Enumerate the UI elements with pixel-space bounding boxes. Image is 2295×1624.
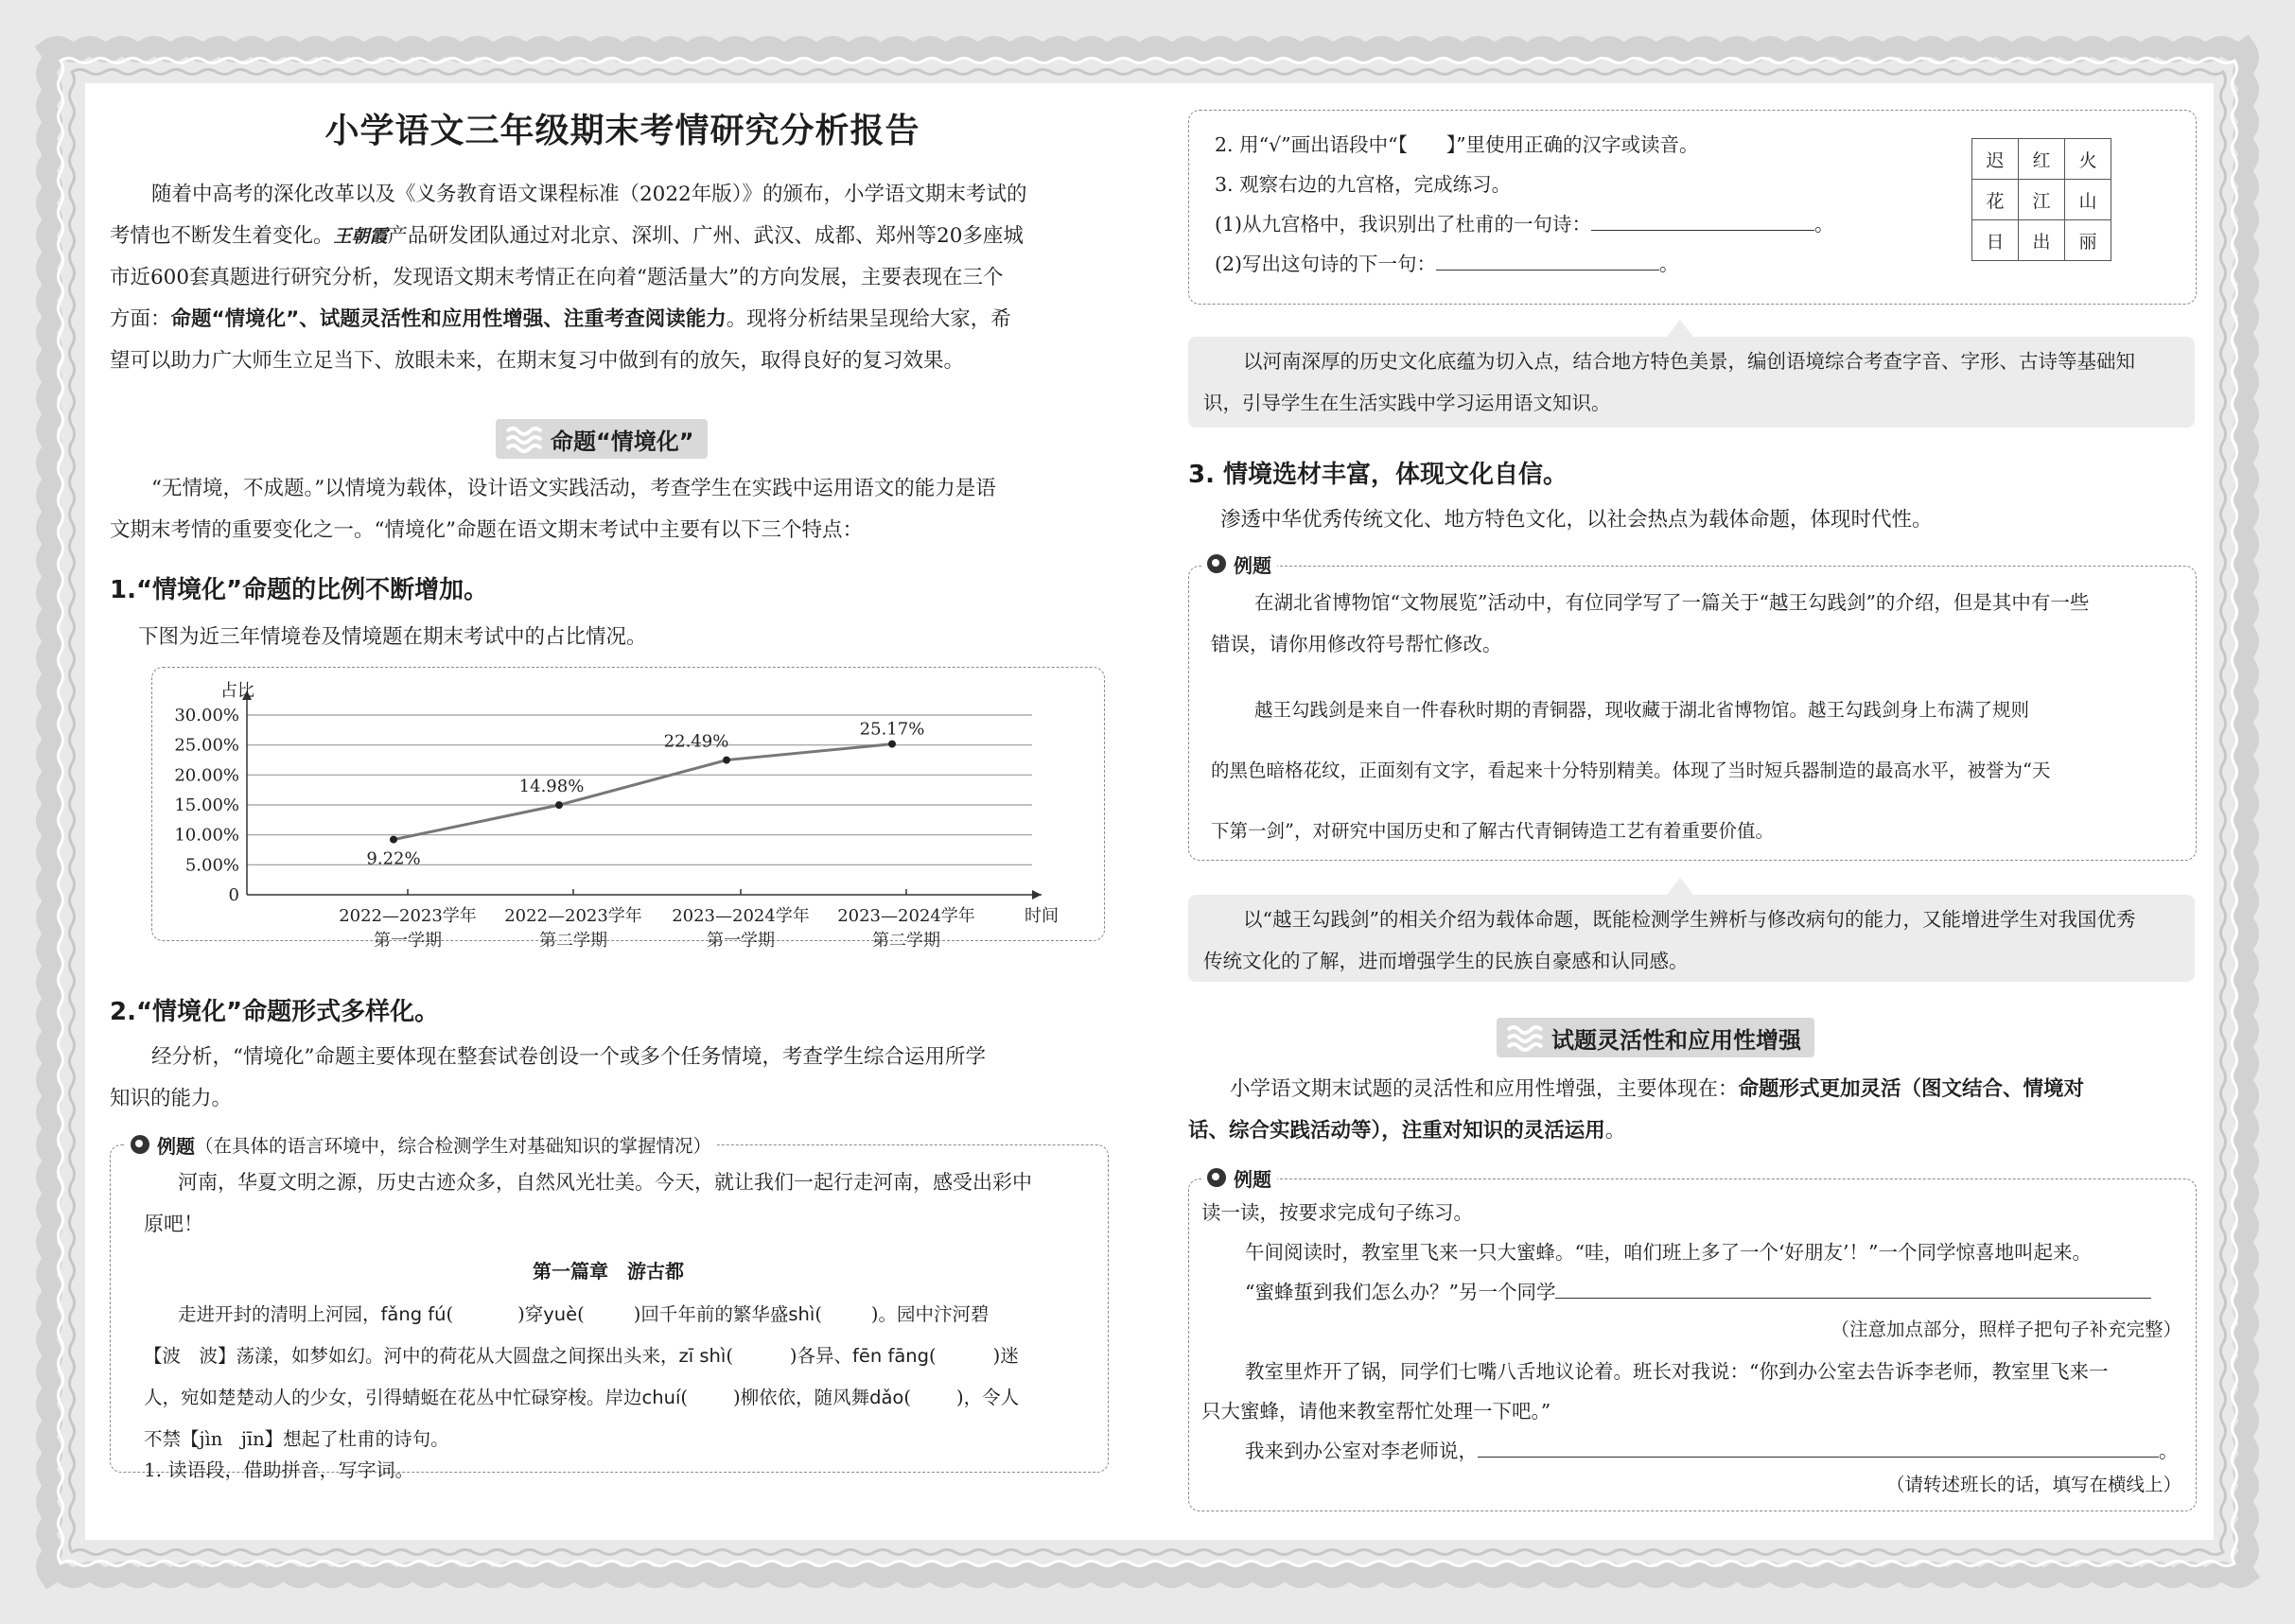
x-tick-label: 2023—2024学年 [672, 906, 810, 926]
example1-kai-line-3: 人，宛如楚楚动人的少女，引得蜻蜓在花丛中忙碌穿梭。岸边chuí( )柳依依，随风舞dǎo( )，令人 [144, 1387, 1020, 1408]
example3-note-1: （注意加点部分，照样子把句子补充完整） [1831, 1318, 2181, 1340]
data-point [390, 836, 397, 844]
grid-cell: 火 [2065, 139, 2111, 180]
grid-cell: 江 [2019, 180, 2065, 220]
question-3: 3. 观察右边的九宫格，完成练习。 [1215, 173, 1512, 196]
series-line [394, 744, 892, 840]
y-tick-label: 15.00% [174, 795, 239, 815]
x-tick-label: 第一学期 [374, 931, 442, 951]
example1-kai-line-2: 【波 波】荡漾，如梦如幻。河中的荷花从大圆盘之间探出头来，zī shì( )各异、fēn fāng( )迷 [144, 1345, 1019, 1367]
heading-1-desc: 下图为近三年情境卷及情境题在期末考试中的占比情况。 [138, 625, 647, 649]
report-page [85, 83, 2214, 1540]
example2-line-1: 在湖北省博物馆“文物展览”活动中，有位同学写了一篇关于“越王勾践剑”的介绍，但是其中有一些 [1254, 591, 2090, 614]
y-tick-label: 0 [228, 885, 239, 905]
data-label: 25.17% [859, 719, 925, 740]
heading-2: 2.“情境化”命题形式多样化。 [110, 998, 440, 1026]
nine-grid [1971, 138, 2111, 261]
data-point [555, 801, 563, 809]
example3-label: 例题 [1201, 1161, 1277, 1195]
section1-line-2: 文期末考情的重要变化之一。“情境化”命题在语文期末考试中主要有以下三个特点： [110, 518, 863, 542]
intro-line-5: 望可以助力广大师生立足当下、放眼未来，在期末复习中做到有的放矢，取得良好的复习效果。 [110, 349, 965, 373]
pen-icon [131, 1135, 149, 1154]
x-tick-label: 第二学期 [539, 931, 607, 951]
answer-blank[interactable] [1436, 249, 1659, 271]
example3-line-2: 午间阅读时，教室里飞来一只大蜜蜂。“哇，咱们班上多了一个‘好朋友’！”一个同学惊喜地叫起来。 [1245, 1241, 2092, 1264]
intro-line-2: 考情也不断发生着变化。王朝霞产品研发团队通过对北京、深圳、广州、武汉、成都、郑州等20多座城 [110, 224, 1024, 248]
data-point [888, 741, 896, 748]
data-point [723, 757, 730, 764]
brand-logo: 王朝霞 [333, 226, 388, 247]
heading-3-desc: 渗透中华优秀传统文化、地方特色文化，以社会热点为载体命题，体现时代性。 [1220, 508, 1933, 532]
pen-icon [1207, 554, 1226, 573]
example2-kai-line-3: 下第一剑”，对研究中国历史和了解古代青铜铸造工艺有着重要价值。 [1211, 820, 1774, 842]
x-axis-label: 时间 [1025, 906, 1059, 926]
intro-highlight: 命题“情境化”、试题灵活性和应用性增强、注重考查阅读能力 [170, 307, 727, 331]
example2-line-2: 错误，请你用修改符号帮忙修改。 [1211, 633, 1502, 655]
example3-line-3: “蜜蜂蜇到我们怎么办？”另一个同学 [1201, 1271, 2185, 1313]
answer-blank[interactable] [1555, 1277, 2151, 1299]
grid-cell: 出 [2019, 220, 2065, 261]
example2-kai-line-1: 越王勾践剑是来自一件春秋时期的青铜器，现收藏于湖北省博物馆。越王勾践剑身上布满了规则 [1254, 699, 2030, 721]
example3-line-7: 我来到办公室对李老师说， 。 [1201, 1430, 2185, 1472]
pen-icon [1207, 1168, 1226, 1187]
data-label: 14.98% [518, 777, 585, 797]
intro-line-3: 市近600套真题进行研究分析，发现语文期末考情正在向着“题活量大”的方向发展，主要表现在三个 [110, 266, 1004, 289]
y-axis-label: 占比 [220, 681, 254, 701]
y-tick-label: 30.00% [174, 706, 239, 725]
answer-blank[interactable] [1591, 209, 1814, 231]
y-tick-label: 10.00% [174, 825, 239, 846]
wave-icon [505, 425, 541, 453]
y-tick-label: 20.00% [174, 765, 239, 786]
example1-line-1: 河南，华夏文明之源，历史古迹众多，自然风光壮美。今天，就让我们一起行走河南，感受出彩中 [178, 1171, 1032, 1194]
section-tag-flexibility: 试题灵活性和应用性增强 [1497, 1018, 1814, 1057]
question-3-1: (1)从九宫格中，我识别出了杜甫的一句诗： 。 [1215, 204, 1934, 244]
example1-chapter: 第一篇章 游古都 [533, 1260, 684, 1283]
data-label: 9.22% [366, 848, 421, 869]
example1-label: 例题 （在具体的语言环境中，综合检测学生对基础知识的掌握情况） [125, 1127, 717, 1161]
line-chart [152, 668, 1104, 951]
example3-line-1: 读一读，按要求完成句子练习。 [1201, 1201, 1473, 1224]
y-tick-label: 5.00% [184, 855, 239, 876]
heading-2-line-1: 经分析，“情境化”命题主要体现在整套试卷创设一个或多个任务情境，考查学生综合运用所学 [151, 1045, 986, 1069]
grid-cell: 迟 [1972, 139, 2019, 180]
grid-cell: 丽 [2065, 220, 2111, 261]
question-1: 1. 读语段，借助拼音，写字词。 [144, 1458, 414, 1481]
section1-line-1: “无情境，不成题。”以情境为载体，设计语文实践活动，考查学生在实践中运用语文的能力是语 [151, 477, 996, 500]
example1-line-2: 原吧！ [144, 1213, 203, 1235]
page-title: 小学语文三年级期末考情研究分析报告 [324, 112, 920, 150]
grid-cell: 山 [2065, 180, 2111, 220]
intro-line-1: 随着中高考的深化改革以及《义务教育语文课程标准（2022年版）》的颁布，小学语文期末考试的 [151, 183, 1027, 206]
x-axis-arrow [1032, 890, 1042, 899]
example3-note-2: （请转述班长的话，填写在横线上） [1885, 1474, 2181, 1495]
y-tick-label: 25.00% [174, 735, 239, 756]
intro-line-4: 方面：命题“情境化”、试题灵活性和应用性增强、注重考查阅读能力。现将分析结果呈现给大家，希 [110, 307, 1011, 331]
data-label: 22.49% [663, 731, 729, 752]
question-2: 2. 用“√”画出语段中“【 】”里使用正确的汉字或读音。 [1215, 133, 1699, 156]
grid-cell: 日 [1972, 220, 2019, 261]
grid-cell: 红 [2019, 139, 2065, 180]
analysis-note-2: 以“越王勾践剑”的相关介绍为载体命题，既能检测学生辨析与修改病句的能力，又能增进学生对我国优秀 传统文化的了解，进而增强学生的民族自豪感和认同感。 [1188, 895, 2195, 982]
example3-line-5: 教室里炸开了锅，同学们七嘴八舌地议论着。班长对我说：“你到办公室去告诉李老师，教室里飞来一 [1245, 1360, 2109, 1383]
example2-kai-line-2: 的黑色暗格花纹，正面刻有文字，看起来十分特别精美。体现了当时短兵器制造的最高水平，被誉为“天 [1211, 760, 2051, 781]
x-tick-label: 2022—2023学年 [339, 906, 477, 926]
wave-icon [1506, 1023, 1542, 1052]
question-3-2: (2)写出这句诗的下一句： 。 [1215, 244, 1934, 284]
heading-3: 3. 情境选材丰富，体现文化自信。 [1188, 461, 1568, 489]
section2-line-1: 小学语文期末试题的灵活性和应用性增强，主要体现在：命题形式更加灵活（图文结合、情境对 [1230, 1077, 2085, 1101]
example1-kai-line-4: 不禁【jìn jīn】想起了杜甫的诗句。 [144, 1428, 449, 1450]
analysis-note-1: 以河南深厚的历史文化底蕴为切入点，结合地方特色美景，编创语境综合考查字音、字形、古诗等基础知 识，引导学生在生活实践中学习运用语文知识。 [1188, 337, 2195, 428]
section2-line-2: 话、综合实践活动等），注重对知识的灵活运用。 [1188, 1119, 1626, 1143]
answer-blank[interactable] [1478, 1436, 2159, 1458]
x-tick-label: 第二学期 [872, 931, 940, 951]
x-tick-label: 2023—2024学年 [837, 906, 975, 926]
heading-1: 1.“情境化”命题的比例不断增加。 [110, 576, 489, 604]
x-tick-label: 第一学期 [707, 931, 775, 951]
example3-line-6: 只大蜜蜂，请他来教室帮忙处理一下吧。” [1201, 1400, 1551, 1423]
example2-label: 例题 [1201, 547, 1277, 581]
chart-box [151, 667, 1105, 951]
heading-2-line-2: 知识的能力。 [110, 1087, 233, 1110]
section-tag-contextual: 命题“情境化” [496, 419, 708, 459]
example1-kai-line-1: 走进开封的清明上河园，fǎng fú( )穿yuè( )回千年前的繁华盛shì( )。园中汴河碧 [178, 1303, 990, 1325]
x-tick-label: 2022—2023学年 [504, 906, 642, 926]
grid-cell: 花 [1972, 180, 2019, 220]
